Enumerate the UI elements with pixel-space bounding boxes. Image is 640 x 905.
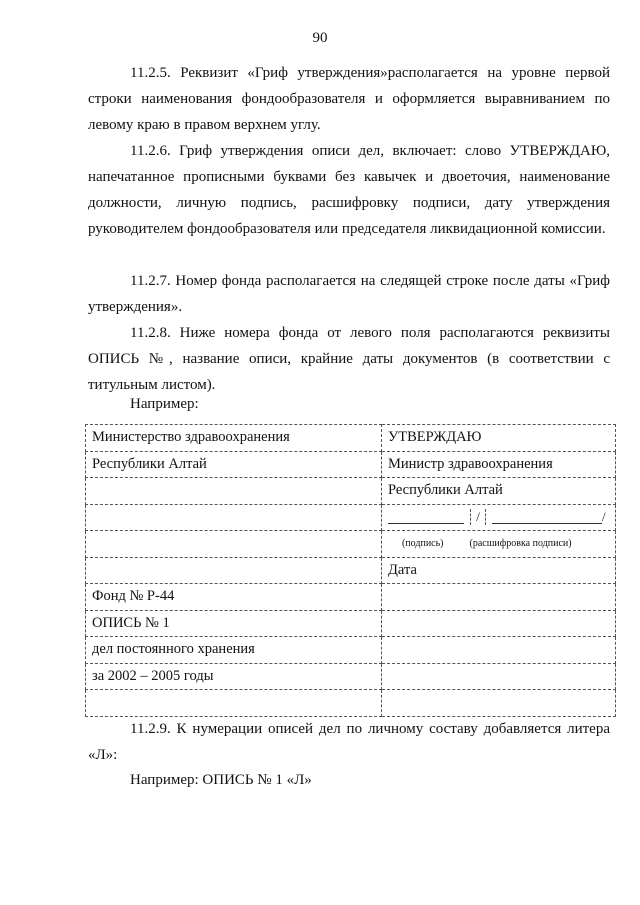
- decoding-blank: [492, 510, 602, 524]
- table-row: [86, 425, 616, 452]
- table-row: [86, 451, 616, 478]
- right-cell: Министр здравоохранения: [382, 451, 616, 478]
- left-cell: ОПИСЬ № 1: [86, 610, 382, 637]
- left-cell: [86, 531, 382, 558]
- left-cell: [86, 504, 382, 531]
- paragraph-11-2-5: 11.2.5. Реквизит «Гриф утверждения»располагается на уровне первой строки наименования фондообразователя и оформляется выравниванием по левому краю в правом верхнем углу.: [88, 65, 610, 133]
- signature-slash-end: /: [602, 509, 606, 525]
- right-cell: [382, 584, 616, 611]
- approval-stamp-table: [85, 424, 616, 717]
- left-cell: [86, 690, 382, 717]
- table-row: [86, 690, 616, 717]
- table-row: [86, 478, 616, 505]
- right-cell: Республики Алтай: [382, 478, 616, 505]
- paragraph-11-2-6: 11.2.6. Гриф утверждения описи дел, включает: слово УТВЕРЖДАЮ, напечатанное прописными буквами без кавычек и двоеточия, наименование должности, личную подпись, расшифровку подписи, дату утверждения руководителем фондообразователя или председателя ликвидационной комиссии.: [88, 143, 610, 237]
- left-cell: Республики Алтай: [86, 451, 382, 478]
- table-row: [86, 663, 616, 690]
- example-opis-l: Например: ОПИСЬ № 1 «Л»: [130, 772, 312, 788]
- right-cell: [382, 663, 616, 690]
- table-row: [86, 637, 616, 664]
- table-row: [86, 531, 616, 558]
- caption-decoding: (расшифровка подписи): [469, 538, 572, 550]
- signature-line: [388, 509, 609, 525]
- paragraph-11-2-8: 11.2.8. Ниже номера фонда от левого поля располагаются реквизиты ОПИСЬ №, название описи, крайние даты документов (в соответствии с титульным листом).: [88, 325, 610, 393]
- right-cell: [382, 690, 616, 717]
- table-row: [86, 504, 616, 531]
- left-cell: [86, 478, 382, 505]
- table-row: [86, 584, 616, 611]
- left-cell: дел постоянного хранения: [86, 637, 382, 664]
- signature-line-cell: [382, 504, 616, 531]
- signature-blank: [388, 510, 464, 524]
- table-row: [86, 610, 616, 637]
- left-cell: [86, 557, 382, 584]
- table-row: [86, 557, 616, 584]
- example-label: Например:: [130, 396, 199, 412]
- paragraph-11-2-7: 11.2.7. Номер фонда располагается на следящей строке после даты «Гриф утверждения».: [88, 273, 610, 315]
- right-cell: УТВЕРЖДАЮ: [382, 425, 616, 452]
- signature-slash: /: [470, 509, 486, 525]
- right-cell: Дата: [382, 557, 616, 584]
- paragraph-11-2-9: 11.2.9. К нумерации описей дел по личному составу добавляется литера «Л»:: [88, 721, 610, 763]
- page-number: 90: [312, 30, 328, 46]
- signature-captions-cell: [382, 531, 616, 558]
- right-cell: [382, 610, 616, 637]
- left-cell: за 2002 – 2005 годы: [86, 663, 382, 690]
- left-cell: Министерство здравоохранения: [86, 425, 382, 452]
- right-cell: [382, 637, 616, 664]
- left-cell: Фонд № Р-44: [86, 584, 382, 611]
- caption-signature: (подпись): [402, 538, 444, 550]
